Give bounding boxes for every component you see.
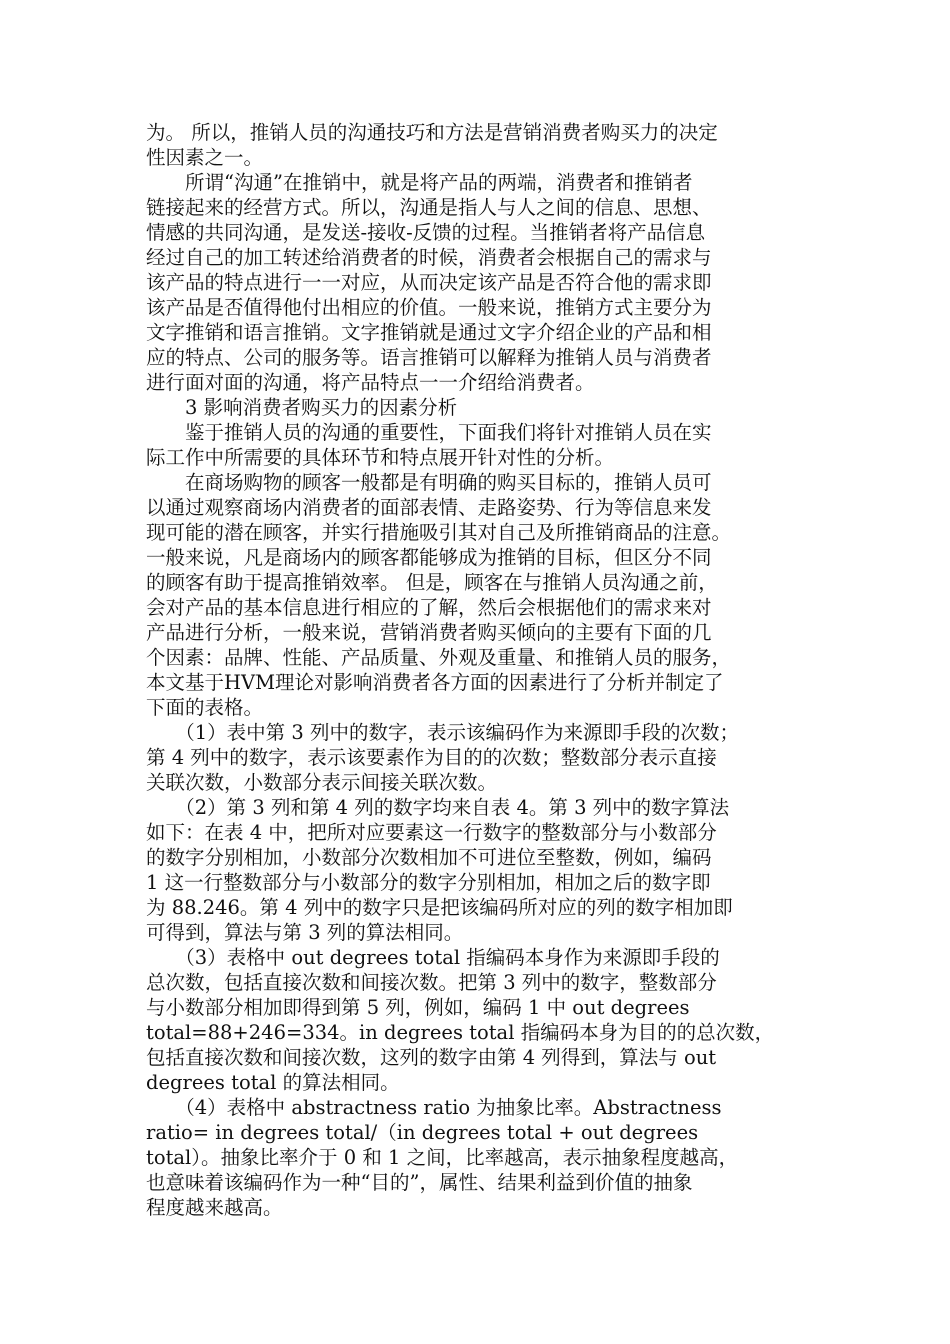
- text-line: 产品进行分析，一般来说，营销消费者购买倾向的主要有下面的几: [146, 621, 712, 644]
- text-line: 本文基于HVM理论对影响消费者各方面的因素进行了分析并制定了: [146, 671, 724, 694]
- text-line: 际工作中所需要的具体环节和特点展开针对性的分析。: [146, 446, 615, 469]
- section-heading: 3 影响消费者购买力的因素分析: [146, 396, 458, 419]
- text-line: ratio= in degrees total/（in degrees total + out degrees: [146, 1121, 699, 1144]
- text-line: 应的特点、公司的服务等。语言推销可以解释为推销人员与消费者: [146, 346, 712, 369]
- text-line: 也意味着该编码作为一种“目的”，属性、结果利益到价值的抽象: [146, 1171, 693, 1194]
- text-line: 如下：在表 4 中，把所对应要素这一行数字的整数部分与小数部分: [146, 821, 717, 844]
- text-line: degrees total 的算法相同。: [146, 1071, 400, 1094]
- text-line: total）。抽象比率介于 0 和 1 之间，比率越高，表示抽象程度越高，: [146, 1146, 739, 1169]
- text-line: 一般来说，凡是商场内的顾客都能够成为推销的目标，但区分不同: [146, 546, 712, 569]
- text-line: （1）表中第 3 列中的数字，表示该编码作为来源即手段的次数；: [146, 721, 739, 744]
- text-line: 文字推销和语言推销。文字推销就是通过文字介绍企业的产品和相: [146, 321, 712, 344]
- text-line: 所谓“沟通”在推销中，就是将产品的两端，消费者和推销者: [146, 171, 693, 194]
- text-line: 经过自己的加工转述给消费者的时候，消费者会根据自己的需求与: [146, 246, 712, 269]
- text-line: 的顾客有助于提高推销效率。 但是，顾客在与推销人员沟通之前，: [146, 571, 718, 594]
- text-line: 会对产品的基本信息进行相应的了解，然后会根据他们的需求来对: [146, 596, 712, 619]
- text-line: 以通过观察商场内消费者的面部表情、走路姿势、行为等信息来发: [146, 496, 712, 519]
- document-body: [146, 120, 806, 1220]
- text-line: 关联次数，小数部分表示间接关联次数。: [146, 771, 498, 794]
- text-line: 现可能的潜在顾客，并实行措施吸引其对自己及所推销商品的注意。: [146, 521, 732, 544]
- text-line: 第 4 列中的数字，表示该要素作为目的的次数；整数部分表示直接: [146, 746, 717, 769]
- text-line: total=88+246=334。in degrees total 指编码本身为目的的总次数，: [146, 1021, 775, 1044]
- text-line: 该产品的特点进行一一对应，从而决定该产品是否符合他的需求即: [146, 271, 712, 294]
- text-line: 个因素：品牌、性能、产品质量、外观及重量、和推销人员的服务，: [146, 646, 732, 669]
- text-line: 鉴于推销人员的沟通的重要性，下面我们将针对推销人员在实: [146, 421, 712, 444]
- text-line: 情感的共同沟通，是发送-接收-反馈的过程。当推销者将产品信息: [146, 221, 706, 244]
- text-line: 可得到，算法与第 3 列的算法相同。: [146, 921, 464, 944]
- text-line: （4）表格中 abstractness ratio 为抽象比率。Abstractness: [146, 1096, 722, 1119]
- text-line: 下面的表格。: [146, 696, 264, 719]
- text-line: 程度越来越高。: [146, 1196, 283, 1219]
- text-line: 链接起来的经营方式。所以，沟通是指人与人之间的信息、思想、: [146, 196, 712, 219]
- text-line: 1 这一行整数部分与小数部分的数字分别相加，相加之后的数字即: [146, 871, 711, 894]
- text-line: （3）表格中 out degrees total 指编码本身作为来源即手段的: [146, 946, 720, 969]
- text-line: 为 88.246。第 4 列中的数字只是把该编码所对应的列的数字相加即: [146, 896, 733, 919]
- text-line: 包括直接次数和间接次数，这列的数字由第 4 列得到，算法与 out: [146, 1046, 717, 1069]
- text-line: 性因素之一。: [146, 146, 264, 169]
- text-line: 进行面对面的沟通，将产品特点一一介绍给消费者。: [146, 371, 595, 394]
- text-line: 为。 所以，推销人员的沟通技巧和方法是营销消费者购买力的决定: [146, 121, 718, 144]
- text-line: 的数字分别相加，小数部分次数相加不可进位至整数，例如，编码: [146, 846, 712, 869]
- text-line: 总次数，包括直接次数和间接次数。把第 3 列中的数字，整数部分: [146, 971, 717, 994]
- text-line: 在商场购物的顾客一般都是有明确的购买目标的，推销人员可: [146, 471, 712, 494]
- text-line: （2）第 3 列和第 4 列的数字均来自表 4。第 3 列中的数字算法: [146, 796, 730, 819]
- text-line: 与小数部分相加即得到第 5 列，例如，编码 1 中 out degrees: [146, 996, 690, 1019]
- text-line: 该产品是否值得他付出相应的价值。一般来说，推销方式主要分为: [146, 296, 712, 319]
